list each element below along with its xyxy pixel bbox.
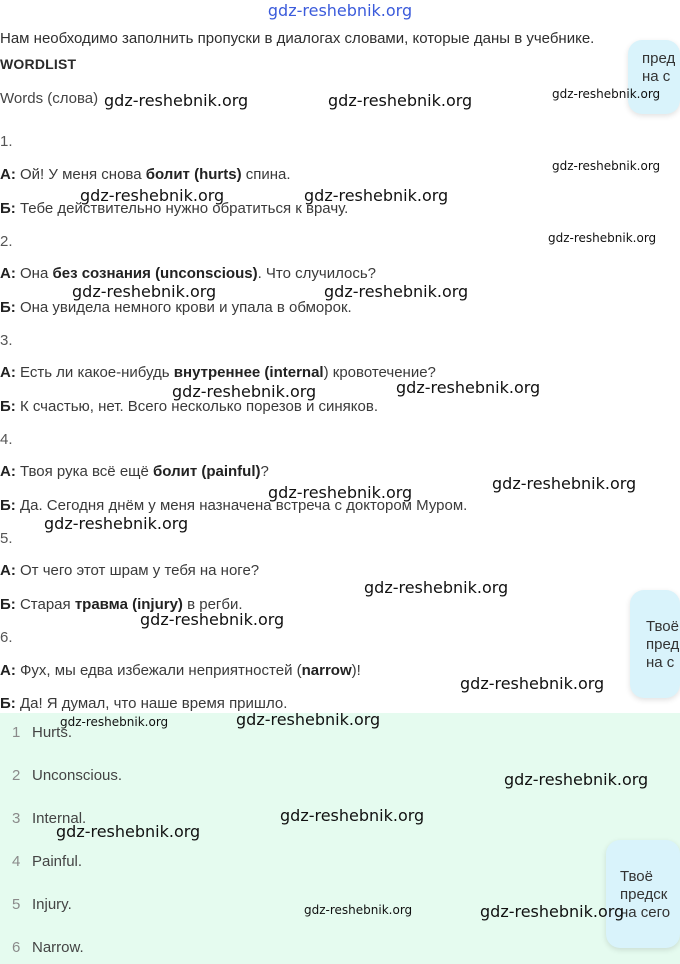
watermark: gdz-reshebnik.org [56, 822, 201, 841]
watermark: gdz-reshebnik.org [552, 159, 661, 173]
answer-number: 6 [12, 939, 21, 956]
line-text: ) кровотечение? [323, 364, 436, 381]
dialog-number: 4. [0, 431, 13, 448]
promo-text: на сего [620, 904, 671, 921]
dialog-number: 5. [0, 530, 13, 547]
promo-text: Твоё [620, 868, 653, 885]
answer-number: 2 [12, 767, 21, 784]
line-text: )! [351, 662, 361, 679]
line-text: спина. [241, 166, 291, 183]
watermark: gdz-reshebnik.org [304, 186, 449, 205]
promo-text: пред [646, 636, 680, 653]
answer-item [12, 896, 72, 913]
watermark: gdz-reshebnik.org [504, 770, 649, 789]
promo-text: предск [620, 886, 668, 903]
speaker-label: А: [0, 562, 16, 579]
watermark: gdz-reshebnik.org [304, 903, 413, 917]
watermark: gdz-reshebnik.org [280, 806, 425, 825]
line-text: Твоя рука всё ещё [15, 463, 154, 480]
watermark: gdz-reshebnik.org [236, 710, 381, 729]
promo-card[interactable] [606, 840, 680, 948]
watermark: gdz-reshebnik.org [552, 87, 661, 101]
watermark: gdz-reshebnik.org [268, 483, 413, 502]
highlighted-word: внутреннее (internal [173, 364, 324, 381]
answer-number: 1 [12, 724, 21, 741]
dialog-number: 1. [0, 133, 13, 150]
watermark: gdz-reshebnik.org [364, 578, 509, 597]
dialog-line-a [0, 265, 376, 282]
watermark: gdz-reshebnik.org [396, 378, 541, 397]
speaker-label: Б: [0, 596, 16, 613]
speaker-label: Б: [0, 398, 16, 415]
watermark: gdz-reshebnik.org [324, 282, 469, 301]
dialog-line-b [0, 299, 352, 316]
answer-text: Injury. [32, 896, 72, 913]
line-text: Есть ли какое-нибудь [15, 364, 174, 381]
line-text: Да! Я думал, что наше время пришло. [15, 695, 288, 712]
dialog-line-a [0, 562, 259, 579]
watermark: gdz-reshebnik.org [60, 715, 169, 729]
answer-text: Unconscious. [32, 767, 123, 784]
answer-item [12, 767, 122, 784]
line-text: К счастью, нет. Всего несколько порезов и синяков. [15, 398, 379, 415]
watermark: gdz-reshebnik.org [460, 674, 605, 693]
dialog-line-a [0, 166, 291, 183]
promo-card[interactable] [630, 590, 680, 698]
site-header[interactable]: gdz-reshebnik.org [267, 1, 413, 20]
intro-text: Нам необходимо заполнить пропуски в диалогах словами, которые даны в учебнике. [0, 30, 595, 47]
answer-text: Painful. [32, 853, 83, 870]
watermark: gdz-reshebnik.org [328, 91, 473, 110]
watermark: gdz-reshebnik.org [72, 282, 217, 301]
line-text: Ой! У меня снова [15, 166, 146, 183]
line-text: ? [260, 463, 269, 480]
promo-text: Твоё [646, 618, 679, 635]
watermark: gdz-reshebnik.org [104, 91, 249, 110]
speaker-label: Б: [0, 497, 16, 514]
highlighted-word: без сознания (unconscious) [52, 265, 258, 282]
line-text: в регби. [182, 596, 243, 613]
watermark: gdz-reshebnik.org [140, 610, 285, 629]
line-text: Да. Сегодня днём у меня назначена встреча с доктором Муром. [15, 497, 468, 514]
highlighted-word: травма (injury) [74, 596, 183, 613]
promo-text: пред [642, 50, 676, 67]
line-text: Фух, мы едва избежали неприятностей ( [15, 662, 302, 679]
dialog-number: 3. [0, 332, 13, 349]
promo-text: на с [642, 68, 671, 85]
watermark: gdz-reshebnik.org [44, 514, 189, 533]
dialog-line-a [0, 463, 269, 480]
highlighted-word: narrow [301, 662, 352, 679]
dialog-number: 6. [0, 629, 13, 646]
answer-item [12, 939, 84, 956]
speaker-label: Б: [0, 200, 16, 217]
line-text: Она [15, 265, 53, 282]
words-label: Words (слова) [0, 90, 99, 107]
highlighted-word: болит (hurts) [145, 166, 242, 183]
answer-number: 3 [12, 810, 21, 827]
line-text: Она увидела немного крови и упала в обморок. [15, 299, 352, 316]
watermark: gdz-reshebnik.org [548, 231, 657, 245]
wordlist-title: WORDLIST [0, 56, 77, 72]
answer-number: 5 [12, 896, 21, 913]
highlighted-word: болит (painful) [153, 463, 261, 480]
speaker-label: А: [0, 265, 16, 282]
speaker-label: Б: [0, 299, 16, 316]
line-text: Старая [15, 596, 75, 613]
watermark: gdz-reshebnik.org [492, 474, 637, 493]
speaker-label: А: [0, 364, 16, 381]
line-text: От чего этот шрам у тебя на ноге? [15, 562, 260, 579]
dialog-line-a [0, 662, 361, 679]
speaker-label: Б: [0, 695, 16, 712]
dialog-number: 2. [0, 233, 13, 250]
speaker-label: А: [0, 662, 16, 679]
promo-card[interactable] [628, 40, 680, 114]
watermark: gdz-reshebnik.org [480, 902, 625, 921]
watermark: gdz-reshebnik.org [80, 186, 225, 205]
answer-text: Internal. [32, 810, 87, 827]
promo-text: на с [646, 654, 675, 671]
speaker-label: А: [0, 166, 16, 183]
dialog-line-a [0, 364, 436, 381]
watermark: gdz-reshebnik.org [172, 382, 317, 401]
line-text: . Что случилось? [257, 265, 376, 282]
line-text: Тебе действительно нужно обратиться к врачу. [15, 200, 349, 217]
answer-text: Narrow. [32, 939, 84, 956]
answer-item [12, 853, 82, 870]
answer-number: 4 [12, 853, 21, 870]
speaker-label: А: [0, 463, 16, 480]
answer-text: Hurts. [32, 724, 73, 741]
